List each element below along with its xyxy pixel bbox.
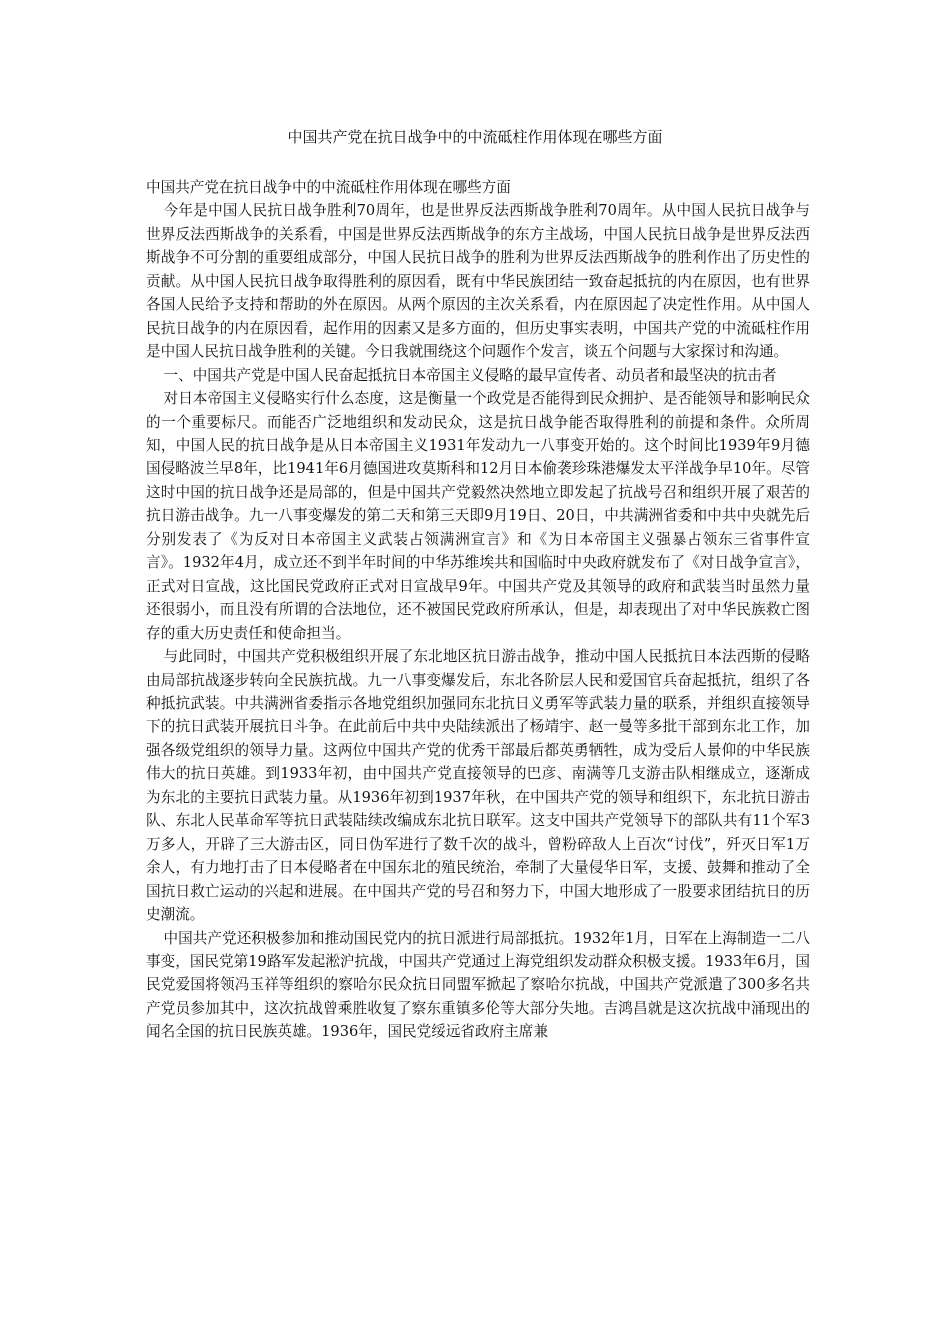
document-subtitle: 中国共产党在抗日战争中的中流砥柱作用体现在哪些方面	[146, 179, 511, 196]
paragraph-intro: 今年是中国人民抗日战争胜利70周年，也是世界反法西斯战争胜利70周年。从中国人民抗日战争与世界反法西斯战争的关系看，中国是世界反法西斯战争的东方主战场，中国人民抗日战争是世界反法西斯战争不可分割的重要组成部分，中国人民抗日战争的胜利为世界反法西斯战争的胜利作出了历史性的贡献。从中国人民抗日战争取得胜利的原因看，既有中华民族团结一致奋起抵抗的内在原因，也有世界各国人民给予支持和帮助的外在原因。从两个原因的主次关系看，内在原因起了决定性作用。从中国人民抗日战争的内在原因看，起作用的因素又是多方面的，但历史事实表明，中国共产党的中流砥柱作用是中国人民抗日战争胜利的关键。今日我就围绕这个问题作个发言，谈五个问题与大家探讨和沟通。	[146, 202, 810, 361]
document-body	[146, 176, 810, 1044]
paragraph-section-1-a: 对日本帝国主义侵略实行什么态度，这是衡量一个政党是否能得到民众拥护、是否能领导和影响民众的一个重要标尺。而能否广泛地组织和发动民众，这是抗日战争能否取得胜利的前提和条件。众所周知，中国人民的抗日战争是从日本帝国主义1931年发动九一八事变开始的。这个时间比1939年9月德国侵略波兰早8年，比1941年6月德国进攻莫斯科和12月日本偷袭珍珠港爆发太平洋战争早10年。尽管这时中国的抗日战争还是局部的，但是中国共产党毅然决然地立即发起了抗战号召和组织开展了艰苦的抗日游击战争。九一八事变爆发的第二天和第三天即9月19日、20日，中共满洲省委和中共中央就先后分别发表了《为反对日本帝国主义武装占领满洲宣言》和《为日本帝国主义强暴占领东三省事件宣言》。1932年4月，成立还不到半年时间的中华苏维埃共和国临时中央政府就发布了《对日战争宣言》，正式对日宣战，这比国民党政府正式对日宣战早9年。中国共产党及其领导的政府和武装当时虽然力量还很弱小，而且没有所谓的合法地位，还不被国民党政府所承认，但是，却表现出了对中华民族救亡图存的重大历史责任和使命担当。	[146, 390, 810, 642]
paragraph-section-1-c: 中国共产党还积极参加和推动国民党内的抗日派进行局部抵抗。1932年1月，日军在上海制造一二八事变，国民党第19路军发起淞沪抗战，中国共产党通过上海党组织发动群众积极支援。1933年6月，国民党爱国将领冯玉祥等组织的察哈尔民众抗日同盟军掀起了察哈尔抗战，中国共产党派遣了300多名共产党员参加其中，这次抗战曾乘胜收复了察东重镇多伦等大部分失地。吉鸿昌就是这次抗战中涌现出的闻名全国的抗日民族英雄。1936年，国民党绥远省政府主席兼	[146, 929, 810, 1041]
paragraph-section-1-b: 与此同时，中国共产党积极组织开展了东北地区抗日游击战争，推动中国人民抵抗日本法西斯的侵略由局部抗战逐步转向全民族抗战。九一八事变爆发后，东北各阶层人民和爱国官兵奋起抵抗，组织了各种抵抗武装。中共满洲省委指示各地党组织加强同东北抗日义勇军等武装力量的联系，并组织直接领导下的抗日武装开展抗日斗争。在此前后中共中央陆续派出了杨靖宇、赵一曼等多批干部到东北工作，加强各级党组织的领导力量。这两位中国共产党的优秀干部最后都英勇牺牲，成为受后人景仰的中华民族伟大的抗日英雄。到1933年初，由中国共产党直接领导的巴彦、南满等几支游击队相继成立，逐渐成为东北的主要抗日武装力量。从1936年初到1937年秋，在中国共产党的领导和组织下，东北抗日游击队、东北人民革命军等抗日武装陆续改编成东北抗日联军。这支中国共产党领导下的部队共有11个军3万多人，开辟了三大游击区，同日伪军进行了数千次的战斗，曾粉碎敌人上百次“讨伐”，歼灭日军1万余人，有力地打击了日本侵略者在中国东北的殖民统治，牵制了大量侵华日军，支援、鼓舞和推动了全国抗日救亡运动的兴起和进展。在中国共产党的号召和努力下，中国大地形成了一股要求团结抗日的历史潮流。	[146, 648, 810, 924]
section-heading-1: 一、中国共产党是中国人民奋起抵抗日本帝国主义侵略的最早宣传者、动员者和最坚决的抗击者	[163, 366, 777, 384]
document-title: 中国共产党在抗日战争中的中流砥柱作用体现在哪些方面	[287, 128, 663, 146]
